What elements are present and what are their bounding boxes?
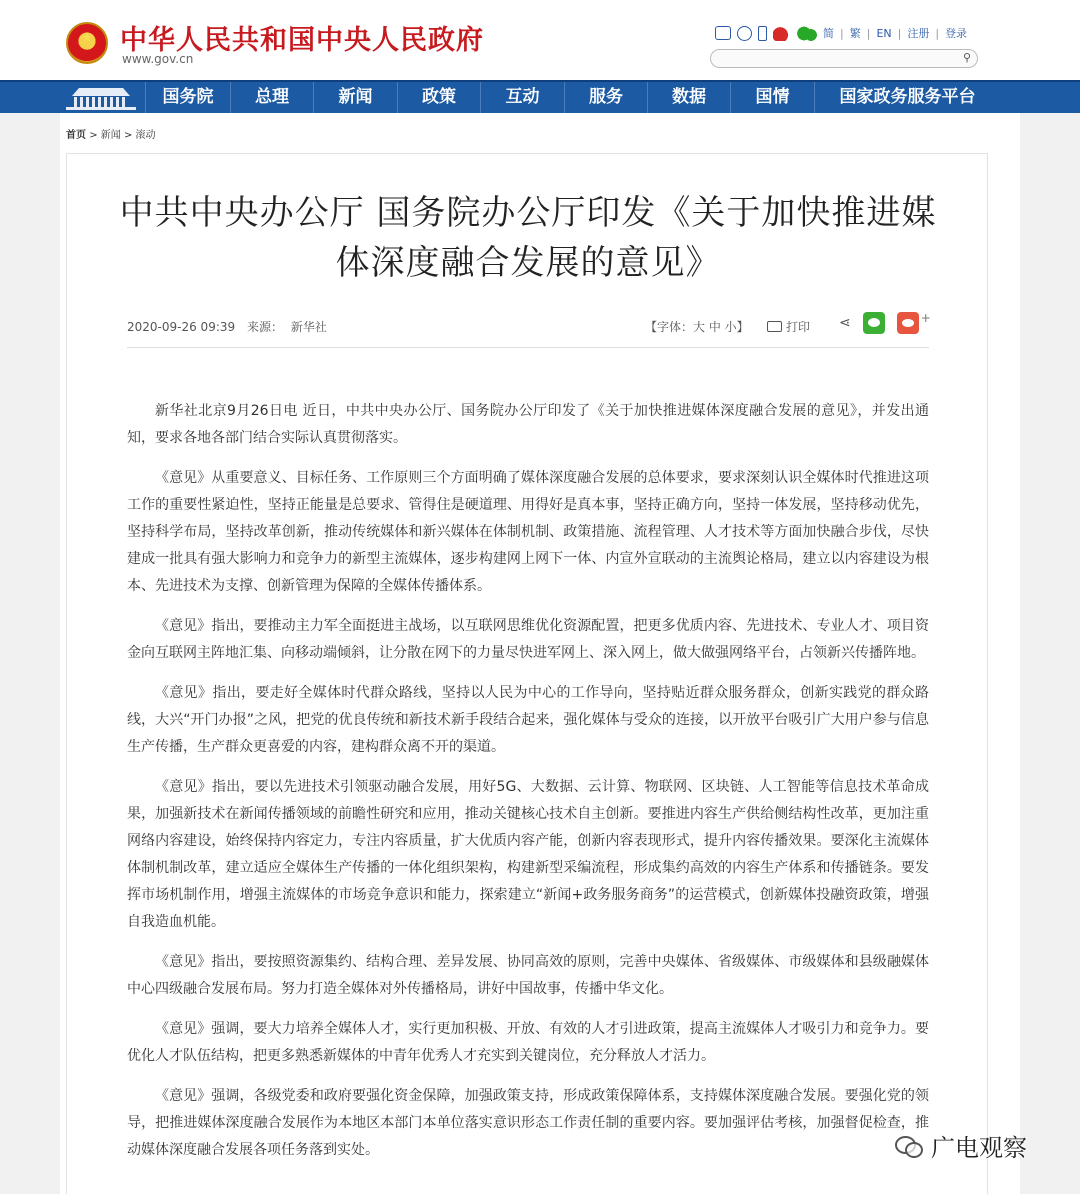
article-info bbox=[127, 318, 335, 335]
share-icon[interactable]: ⋖ bbox=[839, 315, 851, 331]
article-card bbox=[66, 153, 988, 1194]
share-bar bbox=[839, 312, 931, 334]
breadcrumb-home[interactable]: 首页 bbox=[66, 130, 86, 141]
source-label: 来源： bbox=[246, 320, 283, 334]
nav-item-interaction[interactable]: 互动 bbox=[480, 82, 564, 113]
divider bbox=[127, 347, 929, 348]
wechat-share-icon[interactable] bbox=[863, 312, 885, 334]
breadcrumb-news[interactable]: 新闻 bbox=[100, 130, 121, 141]
nav-items bbox=[145, 82, 1000, 113]
separator: | bbox=[866, 26, 871, 40]
more-share-button[interactable]: + bbox=[920, 311, 931, 325]
article-paragraph: 《意见》指出，要以先进技术引领驱动融合发展，用好5G、大数据、云计算、物联网、区块链、人工智能等信息技术革命成果，加强新技术在新闻传播领域的前瞻性研究和应用，推动关键核心技术自主创新。要推进内容生产供给侧结构性改革，更加注重网络内容建设，始终保持内容定力，专注内容质量，扩大优质内容产能，创新内容表现形式，提升内容传播效果。要深化主流媒体体制机制改革，建立适应全媒体生产传播的一体化组织架构，构建新型采编流程，形成集约高效的内容生产体系和传播链条。要发挥市场机制作用，增强主流媒体的市场竞争意识和能力，探索建立“新闻+政务服务商务”的运营模式，创新媒体投融资政策，增强自我造血机能。 bbox=[127, 779, 929, 930]
watermark bbox=[895, 1128, 1027, 1163]
tiananmen-logo-icon[interactable] bbox=[60, 82, 142, 113]
site-domain: www.gov.cn bbox=[122, 52, 194, 66]
article-paragraph: 《意见》从重要意义、目标任务、工作原则三个方面明确了媒体深度融合发展的总体要求，要求深刻认识全媒体时代推进这项工作的重要性紧迫性，坚持正能量是总要求、管得住是硬道理、用得好是真本事，坚持正确方向，坚持一体发展，坚持移动优先，坚持科学布局，坚持改革创新，推动传统媒体和新兴媒体在体制机制、政策措施、流程管理、人才技术等方面加快融合步伐，尽快建成一批具有强大影响力和竞争力的新型主流媒体，逐步构建网上网下一体、内宣外宣联动的主流舆论格局，建立以内容建设为根本、先进技术为支撑、创新管理为保障的全媒体传播体系。 bbox=[127, 470, 929, 594]
lang-simplified-link[interactable]: 简 bbox=[823, 27, 834, 40]
nav-item-state-council[interactable]: 国务院 bbox=[145, 82, 230, 113]
weibo-icon[interactable] bbox=[773, 26, 791, 41]
article-meta bbox=[127, 311, 931, 344]
source-name: 新华社 bbox=[290, 320, 327, 334]
font-size-selector[interactable]: 【字体：大 中 小】 bbox=[645, 320, 749, 334]
nav-item-news[interactable]: 新闻 bbox=[313, 82, 397, 113]
separator: | bbox=[897, 26, 902, 40]
breadcrumb-current[interactable]: 滚动 bbox=[135, 130, 156, 141]
printer-icon bbox=[767, 321, 782, 332]
nav-item-national-conditions[interactable]: 国情 bbox=[730, 82, 814, 113]
national-emblem-icon[interactable]: ★ bbox=[66, 22, 108, 64]
nav-item-policy[interactable]: 政策 bbox=[397, 82, 480, 113]
search-input[interactable] bbox=[710, 49, 978, 68]
article-body bbox=[127, 398, 929, 1177]
nav-item-premier[interactable]: 总理 bbox=[230, 82, 313, 113]
site-header bbox=[0, 0, 1080, 80]
login-link[interactable]: 登录 bbox=[945, 27, 968, 40]
main-nav bbox=[0, 80, 1080, 113]
watermark-text: 广电观察 bbox=[931, 1134, 1027, 1162]
separator: | bbox=[935, 26, 940, 40]
print-button[interactable] bbox=[767, 318, 810, 335]
lang-english-link[interactable]: EN bbox=[876, 26, 892, 40]
nav-item-government-service-platform[interactable]: 国家政务服务平台 bbox=[814, 82, 1000, 113]
article-title-line: 体深度融合发展的意见》 bbox=[335, 243, 721, 283]
header-tools bbox=[715, 22, 967, 44]
email-icon[interactable] bbox=[715, 26, 731, 40]
message-icon[interactable] bbox=[737, 26, 752, 41]
article-paragraph: 《意见》指出，要走好全媒体时代群众路线，坚持以人民为中心的工作导向，坚持贴近群众服务群众，创新实践党的群众路线，大兴“开门办报”之风，把党的优良传统和新技术新手段结合起来，强化媒体与受众的连接，以开放平台吸引广大用户参与信息生产传播，生产群众更喜爱的内容，建构群众离不开的渠道。 bbox=[127, 685, 929, 755]
article-paragraph: 新华社北京9月26日电 近日，中共中央办公厅、国务院办公厅印发了《关于加快推进媒体深度融合发展的意见》，并发出通知，要求各地各部门结合实际认真贯彻落实。 bbox=[127, 403, 929, 446]
search-icon[interactable]: ⚲ bbox=[962, 51, 971, 64]
article-title bbox=[67, 188, 989, 288]
article-paragraph: 《意见》强调，要大力培养全媒体人才，实行更加积极、开放、有效的人才引进政策，提高主流媒体人才吸引力和竞争力。要优化人才队伍结构，把更多熟悉新媒体的中青年优秀人才充实到关键岗位，充分释放人才活力。 bbox=[127, 1021, 929, 1064]
lang-traditional-link[interactable]: 繁 bbox=[849, 27, 861, 40]
article-paragraph: 《意见》指出，要推动主力军全面挺进主战场，以互联网思维优化资源配置，把更多优质内容、先进技术、专业人才、项目资金向互联网主阵地汇集、向移动端倾斜，让分散在网下的力量尽快进军网上、深入网上，做大做强网络平台，占领新兴传播阵地。 bbox=[127, 618, 929, 661]
wechat-watermark-icon bbox=[895, 1134, 923, 1158]
wechat-icon[interactable] bbox=[797, 26, 817, 41]
mobile-icon[interactable] bbox=[758, 26, 767, 41]
article-paragraph: 《意见》指出，要按照资源集约、结构合理、差异发展、协同高效的原则，完善中央媒体、省级媒体、市级媒体和县级融媒体中心四级融合发展布局。努力打造全媒体对外传播格局，讲好中国故事，传播中华文化。 bbox=[127, 954, 929, 997]
nav-item-services[interactable]: 服务 bbox=[564, 82, 647, 113]
breadcrumb-separator: > bbox=[123, 130, 133, 141]
site-title[interactable]: 中华人民共和国中央人民政府 bbox=[120, 25, 484, 56]
register-link[interactable]: 注册 bbox=[907, 27, 930, 40]
breadcrumb bbox=[66, 126, 156, 141]
nav-item-data[interactable]: 数据 bbox=[647, 82, 730, 113]
publish-datetime: 2020-09-26 09:39 bbox=[127, 320, 236, 334]
separator: | bbox=[840, 26, 844, 40]
article-title-line: 中共中央办公厅 国务院办公厅印发《关于加快推进媒 bbox=[119, 193, 937, 233]
breadcrumb-separator: > bbox=[89, 130, 98, 141]
article-paragraph: 《意见》强调，各级党委和政府要强化资金保障，加强政策支持，形成政策保障体系，支持媒体深度融合发展。要强化党的领导，把推进媒体深度融合发展作为本地区本部门本单位落实意识形态工作责任制的重要内容。要加强评估考核，加强督促检查，推动媒体深度融合发展各项任务落到实处。 bbox=[127, 1088, 929, 1158]
weibo-share-icon[interactable] bbox=[897, 312, 919, 334]
print-label: 打印 bbox=[786, 320, 811, 334]
